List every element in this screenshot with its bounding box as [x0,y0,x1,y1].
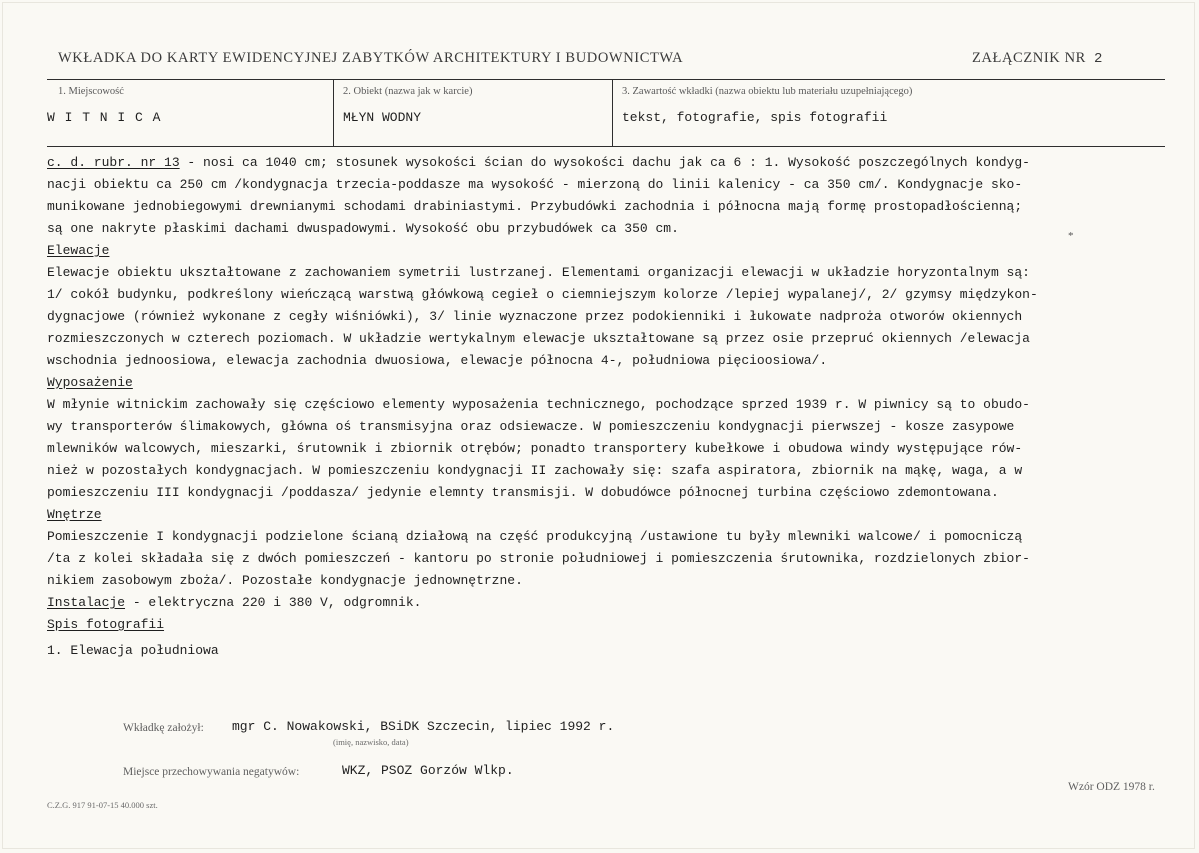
heading-elewacje: Elewacje [47,243,110,258]
form-title: WKŁADKA DO KARTY EWIDENCYJNEJ ZABYTKÓW ARCHITEKTURY I BUDOWNICTWA [58,50,684,66]
intro-text: - nosi ca 1040 cm; stosunek wysokości ścian do wysokości dachu jak ca 6 : 1. Wysokość poszczególnych kondyg- [179,155,1030,170]
table-top-rule [47,79,1165,80]
storage-value: WKZ, PSOZ Gorzów Wlkp. [342,763,514,778]
elewacje-line-2: 1/ cokół budynku, podkreślony wieńczącą warstwą główkową cegieł o ciemniejszym kolorze /lepiej wypalanej/, 2/ gzymsy międzykon- [47,287,1038,302]
locality-value: W I T N I C A [47,110,162,125]
table-bottom-rule [47,146,1165,147]
spis-item-1: 1. Elewacja południowa [47,643,219,658]
body-line-1 [47,155,1030,170]
instalacje-text: - elektryczna 220 i 380 V, odgromnik. [125,595,422,610]
wnetrze-line-3: nikiem zasobowym zboża/. Pozostałe kondygnacje jednownętrzne. [47,573,523,588]
body-line-3: munikowane jednobiegowymi drewnianymi schodami drabiniastymi. Przybudówki zachodnia i północna mają formę prostopadłościenną; [47,199,1023,214]
wyposazenie-line-5: pomieszczeniu III kondygnacji /poddasza/ jedynie elemnty transmisji. W dobudówce północnej turbina częściowo zdemontowana. [47,485,999,500]
contents-label: 3. Zawartość wkładki (nazwa obiektu lub materiału uzupełniającego) [622,86,913,97]
wnetrze-line-2: /ta z kolei składała się z dwóch pomieszczeń - kantoru po stronie południowej i pomieszczenia śrutownika, rozdzielonych zbior- [47,551,1030,566]
object-value: MŁYN WODNY [343,110,422,125]
heading-spis-fotografii: Spis fotografii [47,617,165,632]
contents-value: tekst, fotografie, spis fotografii [622,110,888,125]
wnetrze-line-1: Pomieszczenie I kondygnacji podzielone ścianą działową na część produkcyjną /ustawione tu były mlewniki walcowe/ i pomocniczą [47,529,1023,544]
elewacje-line-1: Elewacje obiektu ukształtowane z zachowaniem symetrii lustrzanej. Elementami organizacji elewacji w układzie horyzontalnym są: [47,265,1030,280]
instalacje-line [47,595,421,610]
author-value: mgr C. Nowakowski, BSiDK Szczecin, lipiec 1992 r. [232,719,615,734]
appendix-label: ZAŁĄCZNIK NR [972,50,1086,66]
heading-instalacje: Instalacje [47,595,126,610]
body-line-4: są one nakryte płaskimi dachami dwuspadowymi. Wysokość obu przybudówek ca 350 cm. [47,221,679,236]
author-label: Wkładkę założył: [123,722,204,734]
wyposazenie-line-2: wy transporterów ślimakowych, główna oś transmisyjna oraz odsiewacze. W pomieszczeniu kondygnacji pierwszej - kosze zasypowe [47,419,1015,434]
elewacje-line-4: rozmieszczonych w czterech poziomach. W układzie wertykalnym elewacje ukształtowane są przez osie przepruć okiennych /elewacja [47,331,1030,346]
elewacje-line-3: dygnacjowe (również wykonane z cegły wiśniówki), 3/ linie wyznaczone przez podokienniki i łukowate nadproża otworów okiennych [47,309,1023,324]
column-divider-1 [333,80,334,146]
appendix-number: 2 [1093,51,1103,67]
locality-label: 1. Miejscowość [58,86,124,97]
print-info: C.Z.G. 917 91-07-15 40.000 szt. [47,800,158,810]
body-line-2: nacji obiektu ca 250 cm /kondygnacja trzecia-poddasze ma wysokość - mierzoną do linii kalenicy - ca 350 cm/. Kondygnacje sko- [47,177,1023,192]
object-label: 2. Obiekt (nazwa jak w karcie) [343,86,473,97]
column-divider-2 [612,80,613,146]
wyposazenie-line-3: mlewników walcowych, mieszarki, śrutownik i zbiornik otrębów; ponadto transportery kubełkowe i obudowa windy występujące rów- [47,441,1023,456]
heading-wyposazenie: Wyposażenie [47,375,133,390]
intro-reference: c. d. rubr. nr 13 [47,155,180,170]
author-caption: (imię, nazwisko, data) [333,737,409,747]
appendix-number-group [972,50,1103,67]
heading-wnetrze: Wnętrze [47,507,102,522]
form-model: Wzór ODZ 1978 r. [1068,781,1155,793]
elewacje-line-5: wschodnia jednoosiowa, elewacja zachodnia dwuosiowa, elewacje północna 4-, południowa pięcioosiowa/. [47,353,828,368]
storage-label: Miejsce przechowywania negatywów: [123,766,300,778]
wyposazenie-line-4: nież w pozostałych kondygnacjach. W pomieszczeniu kondygnacji II zachowały się: szafa aspiratora, zbiornik na mąkę, waga, a w [47,463,1023,478]
wyposazenie-line-1: W młynie witnickim zachowały się częściowo elementy wyposażenia technicznego, pochodzące sprzed 1939 r. W piwnicy są to obudo- [47,397,1030,412]
asterisk-mark: * [1068,230,1074,242]
